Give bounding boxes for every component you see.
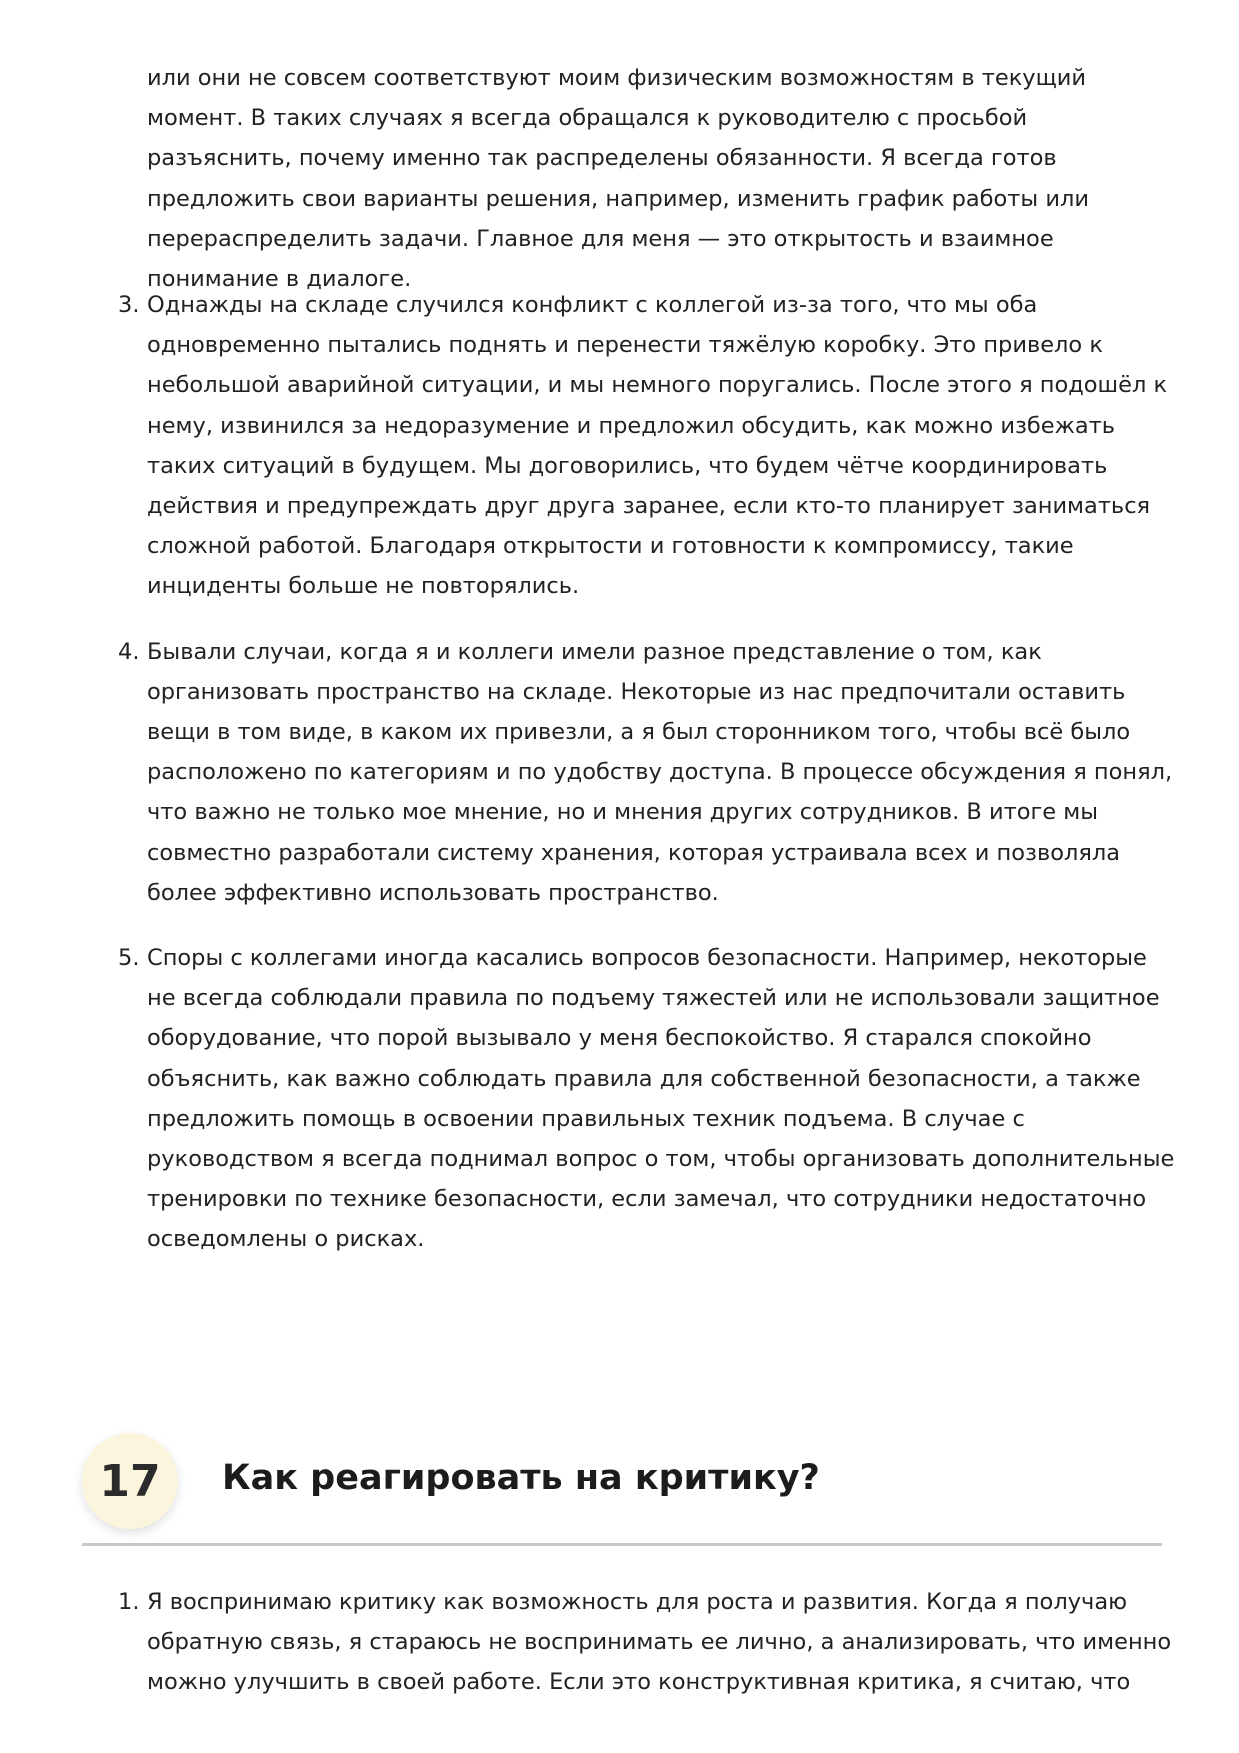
question-number-badge: 17 (82, 1433, 178, 1529)
question-title: Как реагировать на критику? (222, 1458, 820, 1498)
continuation-paragraph: или они не совсем соответствуют моим физическим возможностям в текущий момент. В таких случаях я всегда обращался к руководителю с просьбой разъяснить, почему именно так распределены обязанности. Я всегда готов предложить свои варианты решения, например, изменить график работы или перераспределить задачи. Главное для меня — это открытость и взаимное понимание в диалоге. (147, 65, 1089, 293)
list-item (0, 285, 1239, 607)
list-item-number: 5. (118, 945, 140, 972)
list-item (0, 1582, 1239, 1703)
previous-answers-list (0, 285, 1239, 1285)
list-item (0, 632, 1239, 913)
list-item (0, 938, 1239, 1260)
question-answers-list (0, 1582, 1239, 1728)
question-header (82, 1428, 1162, 1546)
list-item-number: 3. (118, 292, 140, 318)
list-item-text: Я воспринимаю критику как возможность для роста и развития. Когда я получаю обратную связь, я стараюсь не воспринимать ее лично, а анализировать, что именно можно улучшить в своей работе. Если это конструктивная критика, я считаю, что (147, 1589, 1172, 1696)
list-item-number: 1. (118, 1589, 140, 1615)
list-item-number: 4. (118, 638, 140, 665)
list-item-text: Бывали случаи, когда я и коллеги имели разное представление о том, как организовать пространство на складе. Некоторые из нас предпочитали оставить вещи в том виде, в каком их привезли, а я был сторонником того, чтобы всё было расположено по категориям и по удобству доступа. В процессе обсуждения я понял, что важно не только мое мнение, но и мнения других сотрудников. В итоге мы совместно разработали систему хранения, которая устраивала всех и позволяла более эффективно использовать пространство. (147, 638, 1173, 906)
list-item-text: Споры с коллегами иногда касались вопросов безопасности. Например, некоторые не всегда соблюдали правила по подъему тяжестей или не использовали защитное оборудование, что порой вызывало у меня беспокойство. Я старался спокойно объяснить, как важно соблюдать правила для собственной безопасности, а также предложить помощь в освоении правильных техник подъема. В случае с руководством я всегда поднимал вопрос о том, чтобы организовать дополнительные тренировки по технике безопасности, если замечал, что сотрудники недостаточно осведомлены о рисках. (147, 945, 1175, 1253)
list-item-text: Однажды на складе случился конфликт с коллегой из-за того, что мы оба одновременно пытались поднять и перенести тяжёлую коробку. Это привело к небольшой аварийной ситуации, и мы немного поругались. После этого я подошёл к нему, извинился за недоразумение и предложил обсудить, как можно избежать таких ситуаций в будущем. Мы договорились, что будем чётче координировать действия и предупреждать друг друга заранее, если кто-то планирует заниматься сложной работой. Благодаря открытости и готовности к компромиссу, такие инциденты больше не повторялись. (147, 292, 1168, 600)
